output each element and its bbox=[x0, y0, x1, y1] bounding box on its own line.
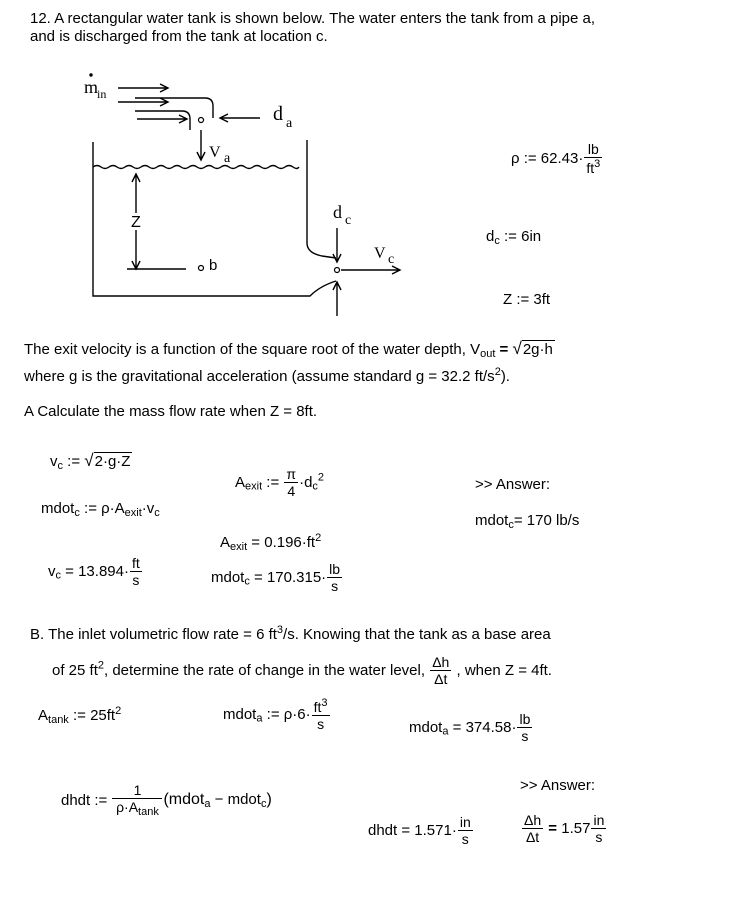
tank-right-wall bbox=[307, 140, 336, 258]
point-b bbox=[199, 266, 204, 271]
m-sub-label: in bbox=[97, 87, 107, 101]
part-b-line-1: B. The inlet volumetric flow rate = 6 $ft^3/s$. Knowing that the tank as a base area bbox=[30, 624, 551, 643]
m-label: m bbox=[84, 77, 99, 97]
va-letter: V bbox=[209, 144, 221, 161]
da-sub: a bbox=[286, 116, 293, 131]
aexit-definition: $A_{exit}$ := $\frac{\pi}{4}$ $\cdot d_c^2$ bbox=[235, 466, 325, 500]
dc-letter: d bbox=[333, 202, 342, 222]
mdot-a-definition: mdot$_a$ := ρ·6· $\frac{ft^3}{s}$ bbox=[223, 697, 328, 733]
va-arrow bbox=[197, 130, 205, 160]
z-label: Z bbox=[131, 214, 141, 231]
part-b-answer-label: >> Answer: bbox=[520, 777, 596, 794]
vc-arrow bbox=[341, 266, 400, 274]
z-given: Z := 3ft bbox=[503, 291, 551, 308]
dhdt-result: dhdt = 1.571· $\frac{in}{s}$ bbox=[368, 814, 471, 848]
inlet-arrow-3 bbox=[137, 115, 187, 123]
atank-definition: $A_{tank}$ := $25ft^2$ bbox=[38, 705, 122, 726]
part-a-answer-label: >> Answer: bbox=[475, 476, 551, 493]
vc-definition: $v_c$ := √2·g·Z bbox=[50, 451, 131, 472]
aexit-result: $A_{exit} = 0.196\cdot ft^2$ bbox=[220, 532, 322, 553]
point-a bbox=[199, 118, 204, 123]
mdot-a-result: mdot$_a$ = 374.58· $\frac{lb}{s}$ bbox=[409, 711, 531, 745]
point-c bbox=[335, 268, 340, 273]
dc-arrow-bottom bbox=[333, 282, 341, 316]
intro-line-1: The exit velocity is a function of the square root of the water depth, $V_{out} = √2g\cdot h$ bbox=[24, 339, 553, 360]
inlet-arrow-2 bbox=[118, 98, 168, 106]
z-arrow-up bbox=[132, 174, 140, 213]
b-label: b bbox=[209, 257, 218, 274]
vc-letter: V bbox=[374, 245, 386, 262]
problem-line-1: 12. A rectangular water tank is shown below. The water enters the tank from a pipe a, bbox=[30, 10, 596, 27]
va-sub: a bbox=[224, 151, 231, 166]
part-b-line-2: of 25 $ft^2$, determine the rate of change in the water level, $\frac{\Delta h}{\Delta t}$ , when Z = 4ft. bbox=[52, 654, 552, 688]
vc-sub: c bbox=[388, 252, 395, 267]
inlet-pipe-outer bbox=[135, 98, 213, 118]
dc-sub: c bbox=[345, 213, 352, 228]
problem-line-2: and is discharged from the tank at location c. bbox=[30, 28, 328, 45]
part-b-final-answer: $\frac{\Delta h}{\Delta t}$ = 1.57 $\frac{in}{s}$ bbox=[524, 812, 605, 846]
mdot-c-definition: mdot$_c$ := $\rho\cdot A_{exit}\cdot v_c$ bbox=[41, 500, 160, 519]
dhdt-definition: dhdt := $\frac{1}{\rho\cdot A_{tank}}$ (mdot$_a$ − mdot$_c$) bbox=[61, 782, 272, 819]
da-letter: d bbox=[273, 103, 283, 125]
water-surface bbox=[93, 166, 299, 169]
rho-given: ρ := 62.43· $\frac{lb}{ft^3}$ bbox=[511, 141, 601, 177]
intro-line-2: where g is the gravitational acceleration (assume standard g = 32.2 $ft/s^2$). bbox=[24, 366, 510, 385]
dc-arrow-top bbox=[333, 228, 341, 262]
dc-given: $d_c$ := 6in bbox=[486, 228, 542, 247]
tank-diagram bbox=[0, 0, 754, 330]
inlet-pipe-inner bbox=[135, 111, 190, 130]
vc-result: $v_c = 13.894\cdot$ $\frac{ft}{s}$ bbox=[48, 555, 140, 589]
inlet-arrow-1 bbox=[118, 84, 168, 92]
z-arrow-down bbox=[132, 230, 140, 269]
part-a-answer: mdot$_c$= 170 lb/s bbox=[475, 512, 580, 531]
da-arrow bbox=[220, 114, 260, 122]
mdot-c-result: mdot$_c$ = 170.315· $\frac{lb}{s}$ bbox=[211, 561, 341, 595]
part-a-question: A Calculate the mass flow rate when Z = 8ft. bbox=[24, 403, 318, 420]
